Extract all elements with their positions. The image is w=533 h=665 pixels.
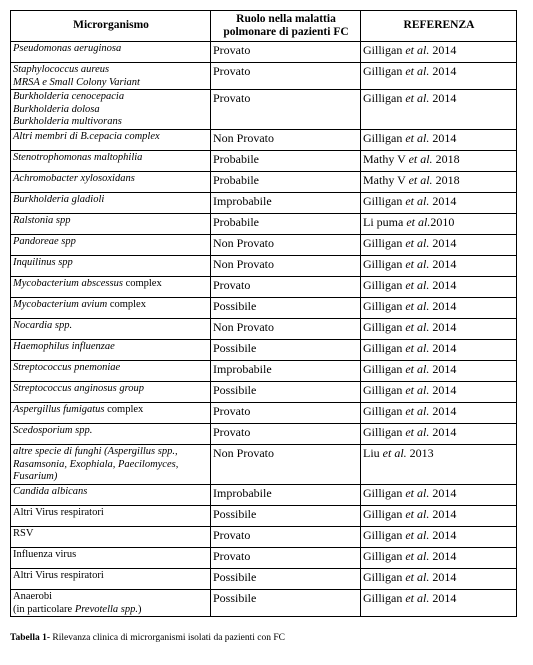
referenza-part: 2018 <box>432 173 460 187</box>
referenza-part: Gilligan <box>363 299 406 313</box>
referenza-part: et al. <box>408 152 433 166</box>
cell-microrganismo <box>11 193 211 214</box>
cell-referenza <box>361 151 517 172</box>
microrganismo-part: (in particolare <box>13 603 75 615</box>
cell-ruolo: Probabile <box>211 151 361 172</box>
microrganismo-part: Achromobacter xylosoxidans <box>13 173 135 184</box>
cell-ruolo: Possibile <box>211 340 361 361</box>
table-row <box>11 361 517 382</box>
cell-microrganismo <box>11 382 211 403</box>
cell-microrganismo <box>11 256 211 277</box>
referenza-part: et al. <box>405 528 430 542</box>
cell-ruolo: Improbabile <box>211 193 361 214</box>
cell-ruolo: Provato <box>211 277 361 298</box>
table-row <box>11 382 517 403</box>
caption-label: Tabella 1- <box>10 633 51 643</box>
header-ruolo: Ruolo nella malattia polmonare di pazienti FC <box>211 11 361 42</box>
table-row <box>11 256 517 277</box>
microrganismo-part: Streptococcus anginosus group <box>13 383 145 394</box>
microrganismo-part: complex <box>104 404 144 415</box>
referenza-part: Gilligan <box>363 236 406 250</box>
referenza-part: 2014 <box>429 341 457 355</box>
microrganismo-part: Altri membri di B.cepacia complex <box>13 131 160 142</box>
referenza-part: et al. <box>405 91 430 105</box>
referenza-part: et al. <box>405 194 430 208</box>
referenza-part: Gilligan <box>363 570 406 584</box>
cell-microrganismo <box>11 235 211 256</box>
referenza-part: Gilligan <box>363 528 406 542</box>
table-row <box>11 193 517 214</box>
cell-ruolo: Possibile <box>211 569 361 590</box>
microrganismo-part: Haemophilus influenzae <box>13 341 115 352</box>
cell-ruolo: Non Provato <box>211 445 361 485</box>
cell-referenza <box>361 63 517 90</box>
cell-microrganismo <box>11 63 211 90</box>
microrganismo-part: Pandoreae spp <box>13 236 76 247</box>
table-row <box>11 403 517 424</box>
referenza-part: et al. <box>405 383 430 397</box>
referenza-part: 2014 <box>429 320 457 334</box>
caption-text: Rilevanza clinica di microrganismi isolati da pazienti con FC <box>50 633 285 643</box>
microrganismo-part: Prevotella spp. <box>74 603 138 615</box>
referenza-part: 2014 <box>429 528 457 542</box>
cell-microrganismo <box>11 172 211 193</box>
referenza-part: et al. <box>405 549 430 563</box>
microrganismo-part: Inquilinus spp <box>13 257 73 268</box>
referenza-part: et al. <box>405 236 430 250</box>
table-row <box>11 90 517 130</box>
cell-ruolo: Provato <box>211 90 361 130</box>
cell-referenza <box>361 172 517 193</box>
cell-microrganismo <box>11 319 211 340</box>
microrganismo-part: Burkholderia dolosa <box>13 103 100 115</box>
cell-ruolo: Possibile <box>211 506 361 527</box>
table-row <box>11 151 517 172</box>
referenza-part: 2014 <box>429 383 457 397</box>
table-row <box>11 590 517 617</box>
table-header-row <box>11 11 517 42</box>
referenza-part: Gilligan <box>363 507 406 521</box>
referenza-part: et al. <box>405 341 430 355</box>
cell-microrganismo <box>11 445 211 485</box>
table-row <box>11 340 517 361</box>
cell-referenza <box>361 42 517 63</box>
microrganismo-part: Mycobacterium abscessus <box>13 278 123 289</box>
cell-referenza <box>361 403 517 424</box>
microorganisms-table <box>10 10 517 617</box>
referenza-part: et al. <box>406 215 431 229</box>
referenza-part: Liu <box>363 446 383 460</box>
microrganismo-part: Mycobacterium avium <box>13 299 108 310</box>
referenza-part: 2013 <box>406 446 434 460</box>
referenza-part: Gilligan <box>363 591 406 605</box>
referenza-part: et al. <box>408 173 433 187</box>
table-row <box>11 319 517 340</box>
cell-referenza <box>361 235 517 256</box>
referenza-part: Gilligan <box>363 278 406 292</box>
table-row <box>11 130 517 151</box>
referenza-part: Gilligan <box>363 91 406 105</box>
cell-ruolo: Non Provato <box>211 256 361 277</box>
table-row <box>11 548 517 569</box>
table-caption <box>10 633 285 643</box>
cell-referenza <box>361 256 517 277</box>
referenza-part: Gilligan <box>363 43 406 57</box>
referenza-part: 2014 <box>429 43 457 57</box>
cell-ruolo: Non Provato <box>211 130 361 151</box>
microrganismo-part: Nocardia spp. <box>13 320 73 331</box>
cell-referenza <box>361 130 517 151</box>
cell-microrganismo <box>11 361 211 382</box>
microrganismo-part: altre specie di funghi (Aspergillus spp., Rasamsonia, Exophiala, Paecilomyces, Fusarium) <box>13 446 179 482</box>
referenza-part: Gilligan <box>363 131 406 145</box>
cell-ruolo: Provato <box>211 63 361 90</box>
cell-microrganismo <box>11 485 211 506</box>
cell-ruolo: Probabile <box>211 172 361 193</box>
cell-microrganismo <box>11 548 211 569</box>
referenza-part: 2014 <box>429 194 457 208</box>
cell-referenza <box>361 445 517 485</box>
cell-microrganismo <box>11 403 211 424</box>
table-row <box>11 214 517 235</box>
referenza-part: Gilligan <box>363 486 406 500</box>
microrganismo-part: Burkholderia multivorans <box>13 116 122 127</box>
cell-microrganismo <box>11 214 211 235</box>
cell-microrganismo <box>11 151 211 172</box>
referenza-part: et al. <box>405 320 430 334</box>
cell-microrganismo <box>11 42 211 63</box>
referenza-part: et al. <box>405 486 430 500</box>
cell-referenza <box>361 319 517 340</box>
referenza-part: 2014 <box>429 570 457 584</box>
referenza-part: Gilligan <box>363 362 406 376</box>
referenza-part: 2014 <box>429 64 457 78</box>
referenza-part: 2014 <box>429 486 457 500</box>
microrganismo-part: Altri Virus respiratori <box>13 570 104 581</box>
referenza-part: 2014 <box>429 425 457 439</box>
cell-microrganismo <box>11 340 211 361</box>
referenza-part: 2014 <box>429 507 457 521</box>
referenza-part: et al. <box>405 257 430 271</box>
cell-ruolo: Provato <box>211 42 361 63</box>
referenza-part: et al. <box>405 278 430 292</box>
referenza-part: et al. <box>405 404 430 418</box>
referenza-part: Gilligan <box>363 425 406 439</box>
cell-microrganismo <box>11 590 211 617</box>
cell-ruolo: Possibile <box>211 382 361 403</box>
cell-ruolo: Probabile <box>211 214 361 235</box>
referenza-part: 2010 <box>430 215 455 229</box>
referenza-part: Mathy V <box>363 152 409 166</box>
microrganismo-part: complex <box>122 278 162 289</box>
cell-referenza <box>361 214 517 235</box>
header-microrganismo: Microrganismo <box>11 11 211 42</box>
microrganismo-part: Burkholderia cenocepacia <box>13 91 125 102</box>
referenza-part: Gilligan <box>363 549 406 563</box>
microrganismo-part: Influenza virus <box>13 549 77 560</box>
cell-referenza <box>361 382 517 403</box>
referenza-part: et al. <box>405 299 430 313</box>
referenza-part: et al. <box>405 591 430 605</box>
table-row <box>11 42 517 63</box>
cell-referenza <box>361 361 517 382</box>
table-row <box>11 527 517 548</box>
cell-referenza <box>361 90 517 130</box>
cell-referenza <box>361 506 517 527</box>
referenza-part: Li puma <box>363 215 407 229</box>
cell-microrganismo <box>11 130 211 151</box>
table-row <box>11 445 517 485</box>
microrganismo-part: ) <box>138 603 142 615</box>
referenza-part: 2014 <box>429 299 457 313</box>
referenza-part: et al. <box>405 64 430 78</box>
microrganismo-part: Staphylococcus aureus <box>13 64 110 75</box>
cell-referenza <box>361 485 517 506</box>
microrganismo-part: Ralstonia spp <box>13 215 71 226</box>
referenza-part: Gilligan <box>363 64 406 78</box>
referenza-part: et al. <box>405 43 430 57</box>
referenza-part: 2018 <box>432 152 460 166</box>
referenza-part: Gilligan <box>363 194 406 208</box>
referenza-part: 2014 <box>429 404 457 418</box>
cell-microrganismo <box>11 277 211 298</box>
table-row <box>11 506 517 527</box>
referenza-part: 2014 <box>429 549 457 563</box>
cell-ruolo: Provato <box>211 403 361 424</box>
microrganismo-part: Stenotrophomonas maltophilia <box>13 152 143 163</box>
microrganismo-part: Scedosporium spp. <box>13 425 93 436</box>
referenza-part: Gilligan <box>363 341 406 355</box>
referenza-part: 2014 <box>429 236 457 250</box>
cell-ruolo: Possibile <box>211 298 361 319</box>
referenza-part: Gilligan <box>363 320 406 334</box>
document-body <box>10 10 516 617</box>
referenza-part: Gilligan <box>363 383 406 397</box>
cell-microrganismo <box>11 527 211 548</box>
cell-referenza <box>361 298 517 319</box>
referenza-part: 2014 <box>429 362 457 376</box>
microrganismo-part: complex <box>107 299 146 310</box>
cell-ruolo: Improbabile <box>211 485 361 506</box>
table-row <box>11 172 517 193</box>
microrganismo-part: Anaerobi <box>13 591 53 602</box>
cell-microrganismo <box>11 298 211 319</box>
referenza-part: Gilligan <box>363 257 406 271</box>
cell-referenza <box>361 193 517 214</box>
cell-ruolo: Provato <box>211 424 361 445</box>
referenza-part: Gilligan <box>363 404 406 418</box>
referenza-part: Mathy V <box>363 173 409 187</box>
cell-referenza <box>361 277 517 298</box>
cell-ruolo: Possibile <box>211 590 361 617</box>
cell-referenza <box>361 527 517 548</box>
cell-microrganismo <box>11 424 211 445</box>
table-row <box>11 235 517 256</box>
microrganismo-part: Burkholderia gladioli <box>13 194 105 205</box>
microrganismo-part: Candida albicans <box>13 486 88 497</box>
microrganismo-part: Altri Virus respiratori <box>13 507 104 518</box>
cell-referenza <box>361 340 517 361</box>
microrganismo-part: RSV <box>13 528 34 539</box>
microrganismo-part: MRSA e Small Colony Variant <box>13 76 140 88</box>
cell-microrganismo <box>11 90 211 130</box>
cell-ruolo: Non Provato <box>211 319 361 340</box>
microrganismo-part: Aspergillus fumigatus <box>13 404 105 415</box>
cell-ruolo: Improbabile <box>211 361 361 382</box>
referenza-part: 2014 <box>429 278 457 292</box>
referenza-part: et al. <box>405 362 430 376</box>
referenza-part: 2014 <box>429 591 457 605</box>
referenza-part: 2014 <box>429 91 457 105</box>
header-referenza: REFERENZA <box>361 11 517 42</box>
cell-ruolo: Provato <box>211 527 361 548</box>
referenza-part: et al. <box>382 446 407 460</box>
cell-referenza <box>361 424 517 445</box>
referenza-part: 2014 <box>429 257 457 271</box>
table-row <box>11 569 517 590</box>
referenza-part: et al. <box>405 425 430 439</box>
table-row <box>11 485 517 506</box>
table-row <box>11 63 517 90</box>
microrganismo-part: Pseudomonas aeruginosa <box>13 43 122 54</box>
cell-microrganismo <box>11 506 211 527</box>
cell-referenza <box>361 548 517 569</box>
table-row <box>11 424 517 445</box>
referenza-part: 2014 <box>429 131 457 145</box>
table-row <box>11 298 517 319</box>
cell-ruolo: Provato <box>211 548 361 569</box>
cell-ruolo: Non Provato <box>211 235 361 256</box>
table-row <box>11 277 517 298</box>
cell-referenza <box>361 569 517 590</box>
cell-microrganismo <box>11 569 211 590</box>
table-body <box>11 42 517 617</box>
cell-referenza <box>361 590 517 617</box>
referenza-part: et al. <box>405 131 430 145</box>
referenza-part: et al. <box>405 507 430 521</box>
microrganismo-part: Streptococcus pnemoniae <box>13 362 121 373</box>
referenza-part: et al. <box>405 570 430 584</box>
